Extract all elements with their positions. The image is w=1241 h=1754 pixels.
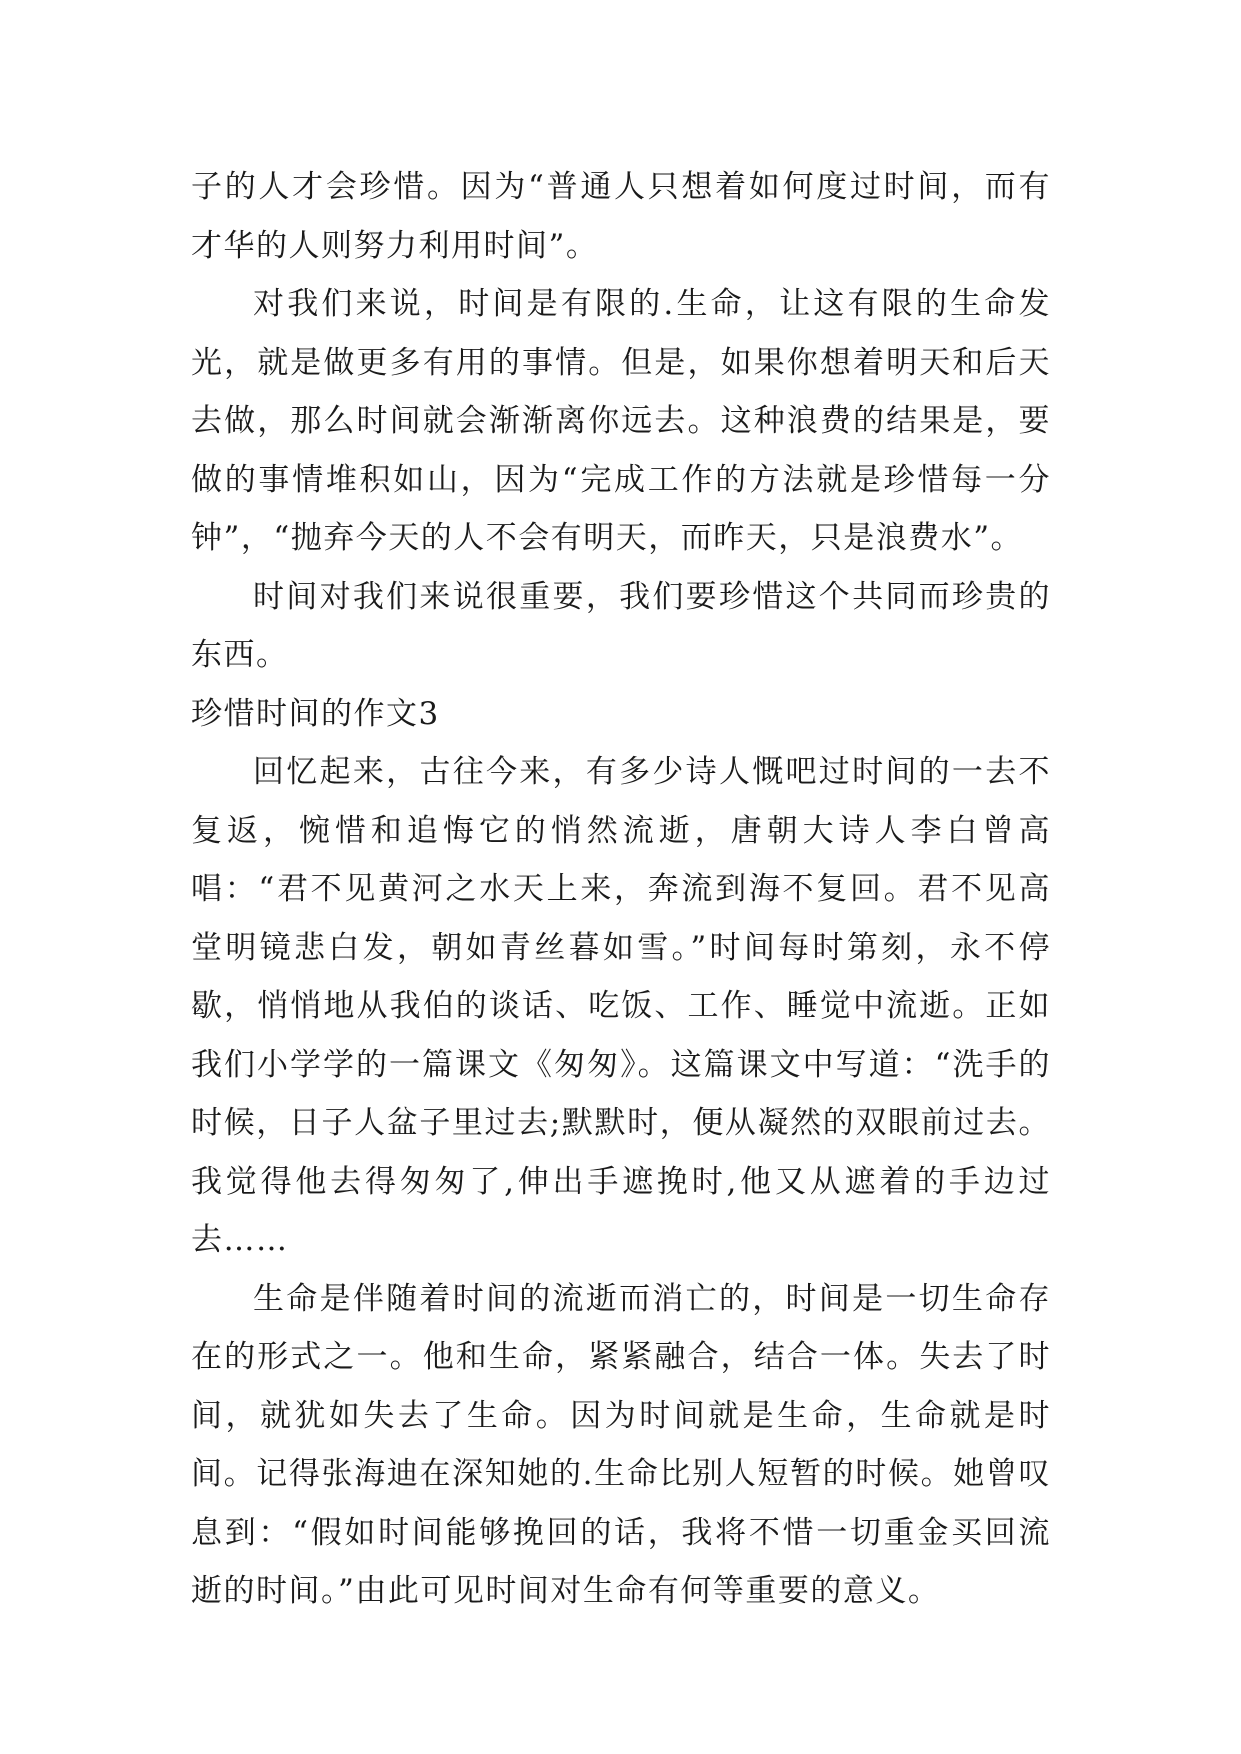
paragraph-5: 生命是伴随着时间的流逝而消亡的，时间是一切生命存在的形式之一。他和生命，紧紧融合，结合一体。失去了时间，就犹如失去了生命。因为时间就是生命，生命就是时间。记得张海迪在深知她的.生命比别人短暂的时候。她曾叹息到：“假如时间能够挽回的话，我将不惜一切重金买回流逝的时间。”由此可见时间对生命有何等重要的意义。 [191, 1280, 1051, 1609]
section-heading: 珍惜时间的作文3 [191, 695, 440, 732]
paragraph-3: 时间对我们来说很重要，我们要珍惜这个共同而珍贵的东西。 [191, 578, 1051, 673]
document-body [191, 158, 1051, 1621]
paragraph-1: 子的人才会珍惜。因为“普通人只想着如何度过时间，而有才华的人则努力利用时间”。 [191, 169, 1051, 264]
paragraph-2: 对我们来说，时间是有限的.生命，让这有限的生命发光，就是做更多有用的事情。但是，如果你想着明天和后天去做，那么时间就会渐渐离你远去。这种浪费的结果是，要做的事情堆积如山，因为“完成工作的方法就是珍惜每一分钟”，“抛弃今天的人不会有明天，而昨天，只是浪费水”。 [191, 286, 1051, 556]
paragraph-4: 回忆起来，古往今来，有多少诗人慨吧过时间的一去不复返，惋惜和追悔它的悄然流逝，唐朝大诗人李白曾高唱：“君不见黄河之水天上来，奔流到海不复回。君不见高堂明镜悲白发，朝如青丝暮如雪。”时间每时第刻，永不停歇，悄悄地从我伯的谈话、吃饭、工作、睡觉中流逝。正如我们小学学的一篇课文《匆匆》。这篇课文中写道：“洗手的时候，日子人盆子里过去;默默时，便从凝然的双眼前过去。我觉得他去得匆匆了,伸出手遮挽时,他又从遮着的手边过去…… [191, 754, 1051, 1258]
